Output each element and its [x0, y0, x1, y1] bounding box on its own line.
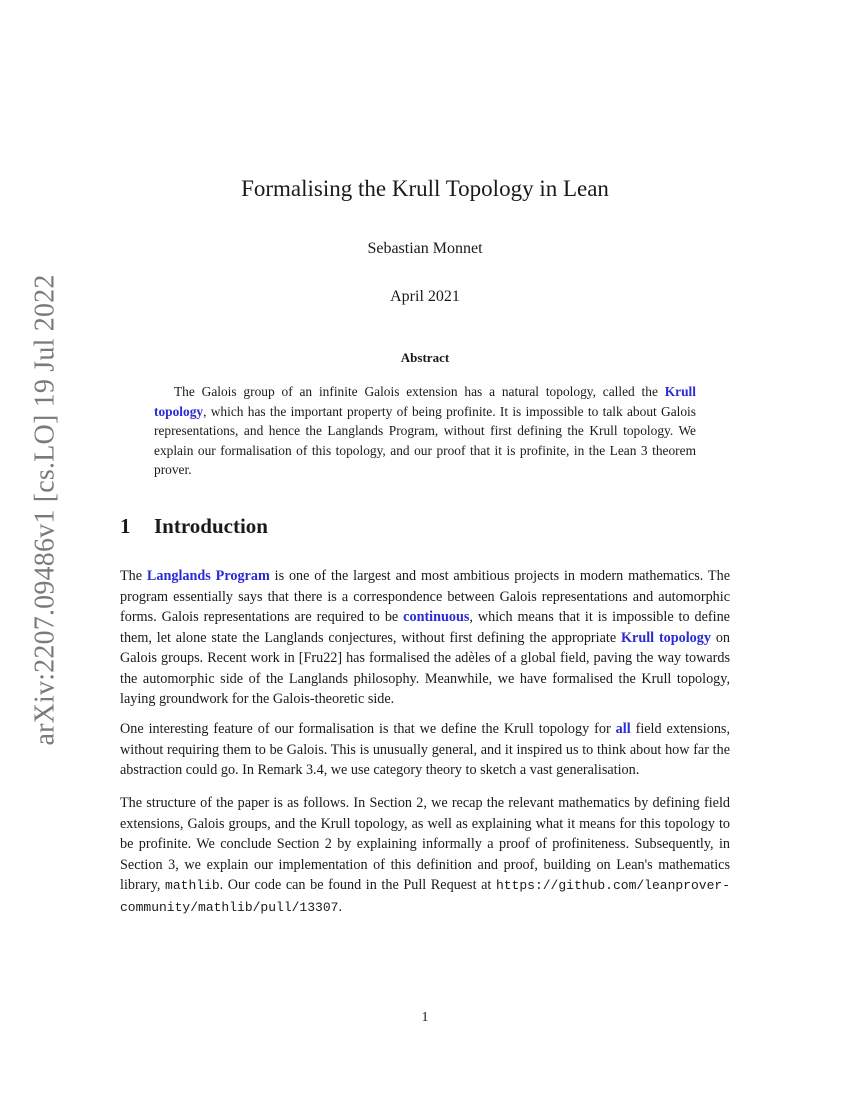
intro-paragraph-2 [120, 719, 730, 781]
continuous-link[interactable]: continuous [403, 609, 470, 625]
paragraph-text: . [338, 898, 342, 915]
paragraph-text: on Galois groups. Recent work in [Fru22] has formalised the adèles of a global field, paving the way towards the automorphic side of the Langlands philosophy. Meanwhile, we have formalised the Krull topology, laying groundwork for the Galois-theoretic side. [120, 629, 731, 707]
paragraph-text: is one of the largest and most ambitious projects in modern mathematics. The program essentially says that there is a correspondence between Galois representations and automorphic forms. Galois representations are required to be [120, 568, 730, 625]
paragraph-text: One interesting feature of our formalisation is that we define the Krull topology for [120, 721, 616, 737]
intro-paragraph-1 [120, 566, 730, 710]
krull-topology-link[interactable]: Krull topology [620, 629, 711, 646]
paragraph-text: The structure of the paper is as follows. In Section 2, we recap the relevant mathematics by defining field extensions, Galois groups, and the Krull topology, as well as explaining what it means for this topology to be profinite. We conclude Section 2 by explaining informally a proof of profiniteness. Subsequently, in Section 3, we explain our implementation of this definition and proof, building on Lean's mathematics library, [120, 795, 730, 893]
section-number: 1 [120, 514, 131, 538]
abstract-text-part: , which has the important property of being profinite. It is impossible to talk about Galois representations, and hence the Langlands Program, without first defining the Krull topology. We explain our formalisation of this topology, and our proof that it is profinite, in the Lean 3 theorem prover. [154, 403, 696, 477]
paper-title: Formalising the Krull Topology in Lean [241, 176, 609, 201]
pull-request-url[interactable]: https://github.com/leanprover-community/mathlib/pull/13307 [120, 878, 730, 915]
paragraph-text: , which means that it is impossible to define them, let alone state the Langlands conjectures, without first defining the appropriate [120, 609, 730, 646]
abstract-heading: Abstract [400, 350, 450, 365]
intro-paragraph-3 [120, 793, 730, 918]
paragraph-text: The [120, 568, 147, 584]
arxiv-identifier-stamp [24, 274, 68, 746]
paper-date: April 2021 [390, 288, 460, 305]
paper-author: Sebastian Monnet [367, 240, 483, 257]
all-link[interactable]: all [615, 721, 631, 737]
section-title: Introduction [154, 514, 268, 538]
paragraph-text: . Our code can be found in the Pull Request at [219, 877, 496, 893]
mathlib-code: mathlib [165, 878, 220, 893]
arxiv-stamp-text: arXiv:2207.09486v1 [cs.LO] 19 Jul 2022 [30, 274, 62, 746]
langlands-program-link[interactable]: Langlands Program [146, 568, 270, 584]
page-number: 1 [421, 1010, 429, 1025]
abstract-text [154, 382, 696, 480]
section-heading-introduction [120, 514, 268, 539]
abstract-text-part: The Galois group of an infinite Galois extension has a natural topology, called the [174, 384, 665, 399]
krull-topology-link[interactable]: Krull topology [154, 384, 696, 419]
paragraph-text: field extensions, without requiring them to be Galois. This is unusually general, and it inspired us to think about how far the abstraction could go. In Remark 3.4, we use category theory to sketch a vast generalisation. [120, 721, 730, 778]
